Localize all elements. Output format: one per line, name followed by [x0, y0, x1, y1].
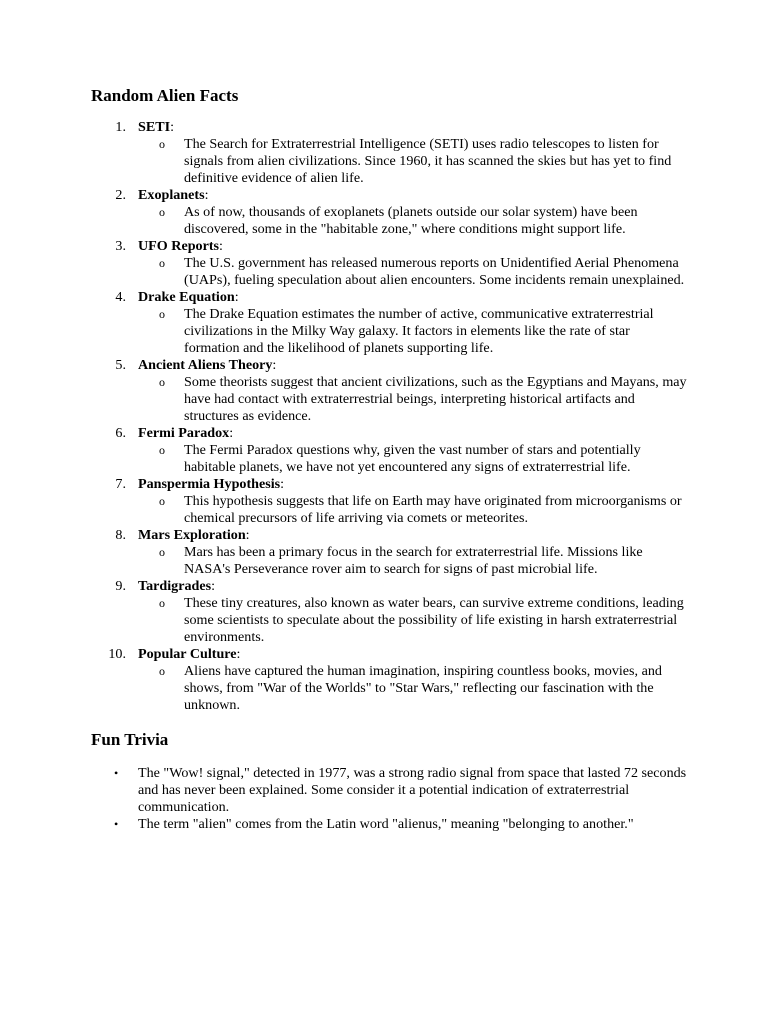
fact-detail-list	[138, 442, 688, 476]
fact-detail-text: The Drake Equation estimates the number of active, communicative extraterrestrial civilizations in the Milky Way galaxy. It factors in elements like the rate of star formation and the likelihood of planets supporting life.	[184, 306, 654, 356]
fact-number: 3.	[115, 238, 126, 254]
circle-bullet-icon: o	[159, 494, 165, 508]
bullet-icon: •	[114, 766, 119, 780]
fact-detail-list	[138, 374, 688, 425]
fact-number: 4.	[115, 289, 126, 305]
fact-title: Popular Culture	[138, 646, 237, 662]
fact-detail	[138, 255, 688, 289]
fact-title: UFO Reports	[138, 238, 220, 254]
fact-item	[91, 119, 688, 187]
fact-title-colon: :	[234, 289, 239, 305]
fact-item	[91, 527, 688, 578]
fact-title: SETI	[138, 119, 171, 135]
fact-detail	[138, 663, 688, 714]
fact-number: 2.	[115, 187, 126, 203]
fact-detail-list	[138, 544, 688, 578]
fact-title-colon: :	[211, 578, 216, 594]
trivia-item	[91, 765, 688, 816]
circle-bullet-icon: o	[159, 664, 165, 678]
fact-detail	[138, 442, 688, 476]
circle-bullet-icon: o	[159, 375, 165, 389]
fact-number: 6.	[115, 425, 126, 441]
fact-detail-text: Aliens have captured the human imagination, inspiring countless books, movies, and shows, from "War of the Worlds" to "Star Wars," reflecting our fascination with the unknown.	[184, 663, 662, 713]
fact-title: Tardigrades	[138, 578, 212, 594]
fact-number: 5.	[115, 357, 126, 373]
circle-bullet-icon: o	[159, 596, 165, 610]
fact-title: Panspermia Hypothesis	[138, 476, 281, 492]
fact-detail-list	[138, 595, 688, 646]
trivia-heading: Fun Trivia	[91, 730, 169, 749]
fact-detail	[138, 493, 688, 527]
fact-item	[91, 476, 688, 527]
fact-title: Ancient Aliens Theory	[138, 357, 273, 373]
circle-bullet-icon: o	[159, 545, 165, 559]
fact-title: Drake Equation	[138, 289, 235, 305]
fact-detail-text: Mars has been a primary focus in the search for extraterrestrial life. Missions like NASA's Perseverance rover aim to search for signs of past microbial life.	[184, 544, 643, 577]
fact-detail-text: The Search for Extraterrestrial Intelligence (SETI) uses radio telescopes to listen for signals from alien civilizations. Since 1960, it has scanned the skies but has yet to find definitive evidence of alien life.	[184, 136, 672, 186]
fact-detail-list	[138, 663, 688, 714]
fact-detail-text: The U.S. government has released numerous reports on Unidentified Aerial Phenomena (UAPs), fueling speculation about alien encounters. Some incidents remain unexplained.	[184, 255, 685, 288]
circle-bullet-icon: o	[159, 307, 165, 321]
fact-title-colon: :	[245, 527, 250, 543]
fact-title-colon: :	[204, 187, 209, 203]
fact-detail	[138, 204, 688, 238]
fact-detail-text: This hypothesis suggests that life on Earth may have originated from microorganisms or chemical precursors of life arriving via comets or meteorites.	[184, 493, 682, 526]
fact-detail-list	[138, 493, 688, 527]
fact-title-colon: :	[236, 646, 241, 662]
fact-detail-text: As of now, thousands of exoplanets (planets outside our solar system) have been discovered, some in the "habitable zone," where conditions might support life.	[184, 204, 638, 237]
fact-title: Mars Exploration	[138, 527, 246, 543]
fact-item	[91, 578, 688, 646]
trivia-list	[91, 765, 688, 833]
fact-item	[91, 238, 688, 289]
fact-item	[91, 646, 688, 714]
fact-detail	[138, 544, 688, 578]
fact-detail-list	[138, 204, 688, 238]
fact-title-colon: :	[229, 425, 234, 441]
fact-detail-text: The Fermi Paradox questions why, given the vast number of stars and potentially habitable planets, we have not yet encountered any signs of extraterrestrial life.	[184, 442, 641, 475]
circle-bullet-icon: o	[159, 443, 165, 457]
fact-detail	[138, 374, 688, 425]
fact-number: 7.	[115, 476, 126, 492]
bullet-icon: •	[114, 817, 119, 831]
trivia-item	[91, 816, 688, 833]
fact-title-colon: :	[219, 238, 223, 254]
fact-detail	[138, 136, 688, 187]
fact-detail	[138, 306, 688, 357]
facts-heading: Random Alien Facts	[91, 86, 239, 105]
fact-detail	[138, 595, 688, 646]
fact-item	[91, 289, 688, 357]
fact-title-colon: :	[170, 119, 175, 135]
trivia-text: The "Wow! signal," detected in 1977, was a strong radio signal from space that lasted 72 seconds and has never been explained. Some consider it a potential indication of extraterrestrial communication.	[138, 765, 687, 815]
fact-number: 8.	[115, 527, 126, 543]
facts-list	[91, 119, 688, 714]
fact-title: Exoplanets	[138, 187, 205, 203]
fact-detail-list	[138, 136, 688, 187]
circle-bullet-icon: o	[159, 205, 165, 219]
fact-detail-list	[138, 255, 688, 289]
fact-number: 1.	[115, 119, 126, 135]
fact-detail-text: Some theorists suggest that ancient civilizations, such as the Egyptians and Mayans, may have had contact with extraterrestrial beings, interpreting historical artifacts and structures as evidence.	[184, 374, 687, 424]
fact-title-colon: :	[272, 357, 277, 373]
fact-number: 9.	[115, 578, 126, 594]
circle-bullet-icon: o	[159, 137, 165, 151]
fact-item	[91, 357, 688, 425]
trivia-text: The term "alien" comes from the Latin word "alienus," meaning "belonging to another."	[138, 816, 634, 832]
fact-detail-list	[138, 306, 688, 357]
circle-bullet-icon: o	[159, 256, 165, 270]
fact-item	[91, 425, 688, 476]
fact-number: 10.	[108, 646, 126, 662]
fact-detail-text: These tiny creatures, also known as water bears, can survive extreme conditions, leading some scientists to speculate about the possibility of life existing in harsh extraterrestrial environments.	[184, 595, 684, 645]
fact-title: Fermi Paradox	[138, 425, 230, 441]
fact-item	[91, 187, 688, 238]
fact-title-colon: :	[280, 476, 285, 492]
